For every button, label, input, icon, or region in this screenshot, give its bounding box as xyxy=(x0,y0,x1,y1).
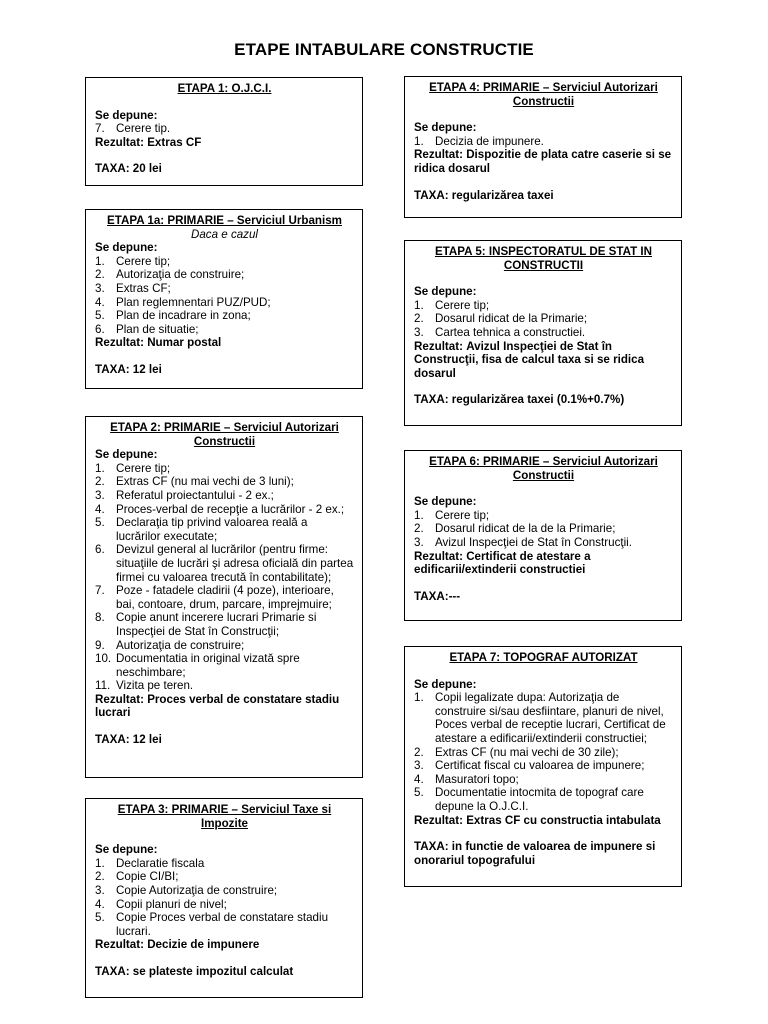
list-item xyxy=(95,652,354,679)
result-value: Proces verbal de constatare stadiu lucrari xyxy=(95,692,340,720)
list-item xyxy=(414,786,673,813)
se-depune-label: Se depune: xyxy=(414,677,477,691)
result-value: Extras CF cu constructia intabulata xyxy=(466,813,661,827)
list-item-number: 10. xyxy=(95,652,112,666)
etapa-6-box xyxy=(404,450,682,621)
result-line xyxy=(414,340,673,381)
spacer xyxy=(95,350,354,363)
list-item-number: 3. xyxy=(95,281,105,295)
tax-value: in functie de valoarea de impunere si onorariul topografului xyxy=(414,840,656,867)
document-list xyxy=(414,509,673,550)
list-item-text: Referatul proiectantului - 2 ex.; xyxy=(116,488,274,502)
result-line xyxy=(95,693,354,720)
list-item-text: Masuratori topo; xyxy=(435,772,519,786)
document-list xyxy=(414,299,673,340)
list-item-text: Extras CF; xyxy=(116,281,171,295)
result-label: Rezultat: xyxy=(414,339,463,353)
etapa-2-box xyxy=(85,416,363,778)
list-item-number: 3. xyxy=(95,883,105,897)
list-item-number: 1. xyxy=(414,508,424,522)
list-item xyxy=(95,898,354,912)
result-label: Rezultat: xyxy=(414,813,463,827)
etapa-5-box xyxy=(404,240,682,426)
list-item-text: Plan reglemnentari PUZ/PUD; xyxy=(116,295,271,309)
list-item-text: Declaratie fiscala xyxy=(116,856,205,870)
list-item-text: Copie Autorizaţia de construire; xyxy=(116,883,278,897)
document-list xyxy=(95,857,354,939)
list-item xyxy=(95,122,354,136)
list-item xyxy=(95,268,354,282)
result-line xyxy=(414,148,673,175)
list-item xyxy=(95,857,354,871)
list-item-number: 2. xyxy=(95,268,105,282)
list-item-number: 2. xyxy=(414,745,424,759)
etapa-title: ETAPA 1a: PRIMARIE – Serviciul Urbanism xyxy=(107,214,342,227)
tax-label: TAXA: xyxy=(414,840,449,854)
list-item-text: Plan de situatie; xyxy=(116,322,199,336)
document-list xyxy=(95,462,354,693)
list-item xyxy=(95,870,354,884)
etapa-title: ETAPA 3: PRIMARIE – Serviciul Taxe si Impozite xyxy=(117,803,332,830)
result-label: Rezultat: xyxy=(414,148,463,162)
list-item-number: 5. xyxy=(95,911,105,925)
spacer xyxy=(414,665,673,678)
tax-line xyxy=(95,733,354,747)
etapa-title: ETAPA 2: PRIMARIE – Serviciul Autorizari Constructii xyxy=(110,421,339,448)
list-item-number: 6. xyxy=(95,543,105,557)
tax-label: TAXA: xyxy=(95,733,130,747)
list-item-number: 1. xyxy=(414,134,424,148)
list-item xyxy=(95,475,354,489)
list-item-number: 1. xyxy=(414,298,424,312)
page-title: ETAPE INTABULARE CONSTRUCTIE xyxy=(234,40,534,59)
result-value: Dispozitie de plata catre caserie si se ridica dosarul xyxy=(414,148,672,175)
list-item-number: 4. xyxy=(95,897,105,911)
spacer xyxy=(95,96,354,109)
list-item-number: 5. xyxy=(95,516,105,530)
result-label: Rezultat: xyxy=(95,135,144,149)
list-item-number: 4. xyxy=(414,772,424,786)
tax-label: TAXA: xyxy=(95,362,130,376)
list-item xyxy=(95,884,354,898)
tax-value: 20 lei xyxy=(132,162,162,176)
list-item-text: Cerere tip; xyxy=(435,508,490,522)
tax-value: regularizărea taxei (0.1%+0.7%) xyxy=(451,393,625,407)
list-item-number: 8. xyxy=(95,611,105,625)
list-item xyxy=(95,911,354,938)
result-line xyxy=(95,136,354,150)
tax-label: TAXA: xyxy=(95,162,130,176)
list-item-text: Copie CI/BI; xyxy=(116,870,179,884)
list-item-text: Documentatie intocmita de topograf care depune la O.J.C.I. xyxy=(435,786,644,813)
list-item xyxy=(414,312,673,326)
tax-line xyxy=(414,840,673,867)
list-item xyxy=(95,309,354,323)
se-depune-label: Se depune: xyxy=(95,241,158,255)
spacer xyxy=(414,176,673,189)
list-item-text: Certificat fiscal cu valoarea de impunere; xyxy=(435,759,645,773)
tax-value: se plateste impozitul calculat xyxy=(132,964,294,978)
list-item xyxy=(95,543,354,584)
list-item xyxy=(414,299,673,313)
list-item-text: Copii legalizate dupa: Autorizaţia de construire si/sau desfiintare, planuri de nivel, Poces verbal de receptie lucrari, Certificat de atestare a edificarii/extinderii constructiei; xyxy=(435,691,666,745)
etapa-title: ETAPA 6: PRIMARIE – Serviciul Autorizari Constructii xyxy=(429,455,658,482)
etapa-title: ETAPA 5: INSPECTORATUL DE STAT IN CONSTRUCTII xyxy=(434,245,653,272)
tax-label: TAXA: xyxy=(414,589,449,603)
list-item xyxy=(95,462,354,476)
etapa-title: ETAPA 1: O.J.C.I. xyxy=(177,82,272,95)
se-depune-label: Se depune: xyxy=(414,285,477,299)
tax-value: --- xyxy=(448,589,461,603)
se-depune-label: Se depune: xyxy=(414,495,477,509)
list-item-number: 3. xyxy=(414,535,424,549)
list-item-number: 1. xyxy=(95,254,105,268)
list-item xyxy=(414,522,673,536)
list-item-number: 1. xyxy=(95,461,105,475)
list-item-number: 4. xyxy=(95,295,105,309)
list-item-text: Cerere tip; xyxy=(116,254,171,268)
spacer xyxy=(414,827,673,840)
list-item-text: Extras CF (nu mai vechi de 3 luni); xyxy=(116,475,294,489)
list-item-text: Copii planuri de nivel; xyxy=(116,897,227,911)
list-item xyxy=(95,323,354,337)
document-list xyxy=(95,122,354,136)
se-depune-label: Se depune: xyxy=(95,108,158,122)
list-item-text: Plan de incadrare in zona; xyxy=(116,309,251,323)
list-item-number: 2. xyxy=(414,312,424,326)
se-depune-label: Se depune: xyxy=(414,121,477,135)
list-item xyxy=(95,296,354,310)
list-item-number: 2. xyxy=(95,870,105,884)
result-line xyxy=(95,938,354,952)
list-item-number: 3. xyxy=(414,759,424,773)
list-item xyxy=(414,759,673,773)
result-label: Rezultat: xyxy=(95,938,144,952)
list-item-number: 7. xyxy=(95,584,105,598)
list-item-text: Cerere tip. xyxy=(116,122,171,136)
list-item-text: Dosarul ridicat de la de la Primarie; xyxy=(435,522,616,536)
tax-label: TAXA: xyxy=(95,964,130,978)
list-item-text: Cartea tehnica a constructiei. xyxy=(435,325,586,339)
list-item-text: Proces-verbal de recepţie a lucrărilor - 2 ex.; xyxy=(116,502,345,516)
list-item-number: 6. xyxy=(95,322,105,336)
list-item xyxy=(95,282,354,296)
list-item-number: 2. xyxy=(414,522,424,536)
list-item-number: 3. xyxy=(414,325,424,339)
spacer xyxy=(414,577,673,590)
list-item-text: Avizul Inspecţiei de Stat în Construcţii. xyxy=(435,535,632,549)
list-item-text: Cerere tip; xyxy=(435,298,490,312)
list-item-text: Autorizaţia de construire; xyxy=(116,268,245,282)
list-item-text: Copie anunt incerere lucrari Primarie si Inspecţiei de Stat în Construcţii; xyxy=(116,611,317,638)
tax-line xyxy=(414,393,673,407)
result-label: Rezultat: xyxy=(95,336,144,350)
list-item xyxy=(414,536,673,550)
tax-line xyxy=(95,162,354,176)
result-value: Certificat de atestare a edificarii/extinderii constructiei xyxy=(414,549,591,577)
tax-value: 12 lei xyxy=(132,733,162,747)
result-label: Rezultat: xyxy=(95,692,144,706)
list-item-text: Copie Proces verbal de constatare stadiu lucrari. xyxy=(116,911,329,938)
spacer xyxy=(414,108,673,121)
list-item-number: 1. xyxy=(414,691,424,705)
etapa-1a-box xyxy=(85,209,363,389)
list-item-text: Extras CF (nu mai vechi de 30 zile); xyxy=(435,745,619,759)
etapa-4-box xyxy=(404,76,682,218)
se-depune-label: Se depune: xyxy=(95,448,158,462)
list-item xyxy=(414,135,673,149)
result-value: Numar postal xyxy=(147,336,222,350)
spacer xyxy=(95,720,354,733)
list-item xyxy=(414,773,673,787)
list-item-text: Autorizaţia de construire; xyxy=(116,638,245,652)
list-item xyxy=(95,639,354,653)
list-item-number: 11. xyxy=(95,679,111,693)
tax-line xyxy=(414,590,673,604)
tax-value: regularizărea taxei xyxy=(451,188,554,202)
spacer xyxy=(95,149,354,162)
spacer xyxy=(95,830,354,843)
list-item xyxy=(95,489,354,503)
list-item xyxy=(95,516,354,543)
se-depune-label: Se depune: xyxy=(95,843,158,857)
list-item xyxy=(95,611,354,638)
etapa-1-box xyxy=(85,77,363,186)
result-value: Decizie de impunere xyxy=(147,938,260,952)
spacer xyxy=(95,952,354,965)
list-item xyxy=(414,746,673,760)
list-item-number: 9. xyxy=(95,638,105,652)
list-item-number: 1. xyxy=(95,856,105,870)
result-value: Extras CF xyxy=(147,135,202,149)
list-item xyxy=(95,503,354,517)
list-item-text: Dosarul ridicat de la Primarie; xyxy=(435,312,588,326)
list-item xyxy=(414,691,673,745)
etapa-3-box xyxy=(85,798,363,998)
result-line xyxy=(414,550,673,577)
etapa-title: ETAPA 7: TOPOGRAF AUTORIZAT xyxy=(449,651,638,664)
list-item xyxy=(95,255,354,269)
tax-line xyxy=(95,363,354,377)
list-item-text: Vizita pe teren. xyxy=(116,679,194,693)
list-item-number: 3. xyxy=(95,488,105,502)
list-item-text: Declaraţia tip privind valoarea reală a lucrărilor executate; xyxy=(116,516,308,543)
spacer xyxy=(414,380,673,393)
list-item-text: Documentatia in original vizată spre neschimbare; xyxy=(116,652,300,679)
spacer xyxy=(414,272,673,285)
tax-value: 12 lei xyxy=(132,362,162,376)
list-item-number: 7. xyxy=(95,122,105,136)
list-item xyxy=(414,326,673,340)
tax-label: TAXA: xyxy=(414,188,449,202)
list-item-text: Poze - fatadele cladirii (4 poze), interioare, bai, contoare, drum, parcare, imprejmuire; xyxy=(116,584,334,611)
list-item-number: 5. xyxy=(414,786,424,800)
result-line xyxy=(414,814,673,828)
list-item-text: Decizia de impunere. xyxy=(435,134,544,148)
result-value: Avizul Inspecţiei de Stat în Construcţii, fisa de calcul taxa si se ridica dosarul xyxy=(414,339,645,380)
tax-line xyxy=(414,189,673,203)
result-label: Rezultat: xyxy=(414,549,463,563)
list-item-number: 5. xyxy=(95,309,105,323)
list-item-text: Cerere tip; xyxy=(116,461,171,475)
list-item xyxy=(95,679,354,693)
list-item xyxy=(414,509,673,523)
list-item xyxy=(95,584,354,611)
document-list xyxy=(95,255,354,337)
list-item-number: 2. xyxy=(95,475,105,489)
tax-line xyxy=(95,965,354,979)
etapa-subtitle: Daca e cazul xyxy=(190,227,259,241)
list-item-text: Devizul general al lucrărilor (pentru firme: situaţiile de lucrări şi adresa oficială din partea firmei cu valoarea trecută în contabilitate); xyxy=(116,543,354,584)
etapa-title: ETAPA 4: PRIMARIE – Serviciul Autorizari Constructii xyxy=(429,81,658,108)
document-list xyxy=(414,135,673,149)
etapa-7-box xyxy=(404,646,682,887)
spacer xyxy=(414,482,673,495)
list-item-number: 4. xyxy=(95,502,105,516)
document-list xyxy=(414,691,673,813)
result-line xyxy=(95,336,354,350)
tax-label: TAXA: xyxy=(414,393,449,407)
